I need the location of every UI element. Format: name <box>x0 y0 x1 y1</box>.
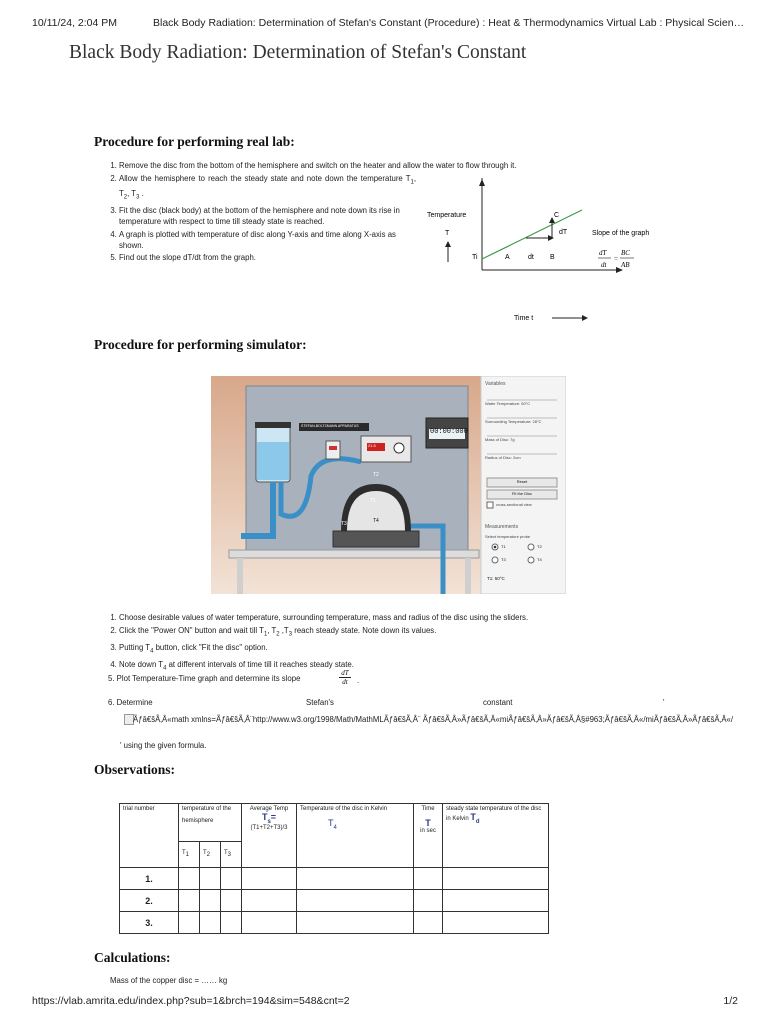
sim-step-2: 2. Click the "Power ON" button and wait till $T_1$, $T_2$ $,T_3$ reach steady state. Note down its values. <box>119 625 695 641</box>
print-datetime: 10/11/24, 2:04 PM <box>32 17 118 29</box>
col-trial-header: trial number <box>120 804 179 868</box>
panel-variables-title: Variables <box>485 381 506 387</box>
sim-step-5: 5. Plot Temperature-Time graph and determine its slope <box>108 674 301 683</box>
radio-t4[interactable]: T4 <box>537 557 542 562</box>
slope-frac1-num: dT <box>599 249 607 257</box>
col-t1-header: $T_1$ <box>179 842 200 868</box>
fit-disc-button[interactable]: Fit the Disc <box>511 491 532 496</box>
real-lab-heading: Procedure for performing real lab: <box>94 134 295 149</box>
formula-tail: ' using the given formula. <box>120 741 207 750</box>
slope-frac2-num: BC <box>621 249 630 257</box>
sim-step-1: 1. Choose desirable values of water temperature, surrounding temperature, mass and radius of the disc using the sliders. <box>119 612 695 623</box>
select-probe-label: Select temperature probe <box>485 534 531 539</box>
simulator-steps <box>95 612 695 676</box>
sim-step-6-stefans: Stefan's <box>306 698 334 707</box>
probe-t4-label: T4 <box>373 518 379 524</box>
table-row <box>120 912 549 934</box>
col-disc-header: Temperature of the disc in Kelvin $T_4$ <box>297 804 414 868</box>
real-step-1: 1. Remove the disc from the bottom of the hemisphere and switch on the heater and allow the water to flow through it. <box>119 160 595 171</box>
graph-dt-label: dt <box>528 254 534 261</box>
row-label: 1. <box>120 868 179 890</box>
simulator-heading: Procedure for performing simulator: <box>94 337 307 352</box>
simulator-screenshot <box>211 376 566 594</box>
col-time-header: Time T in sec <box>414 804 443 868</box>
real-step-5: 5. Find out the slope dT/dt from the graph. <box>119 252 595 263</box>
slope-frac1-den: dt <box>601 261 607 269</box>
graph-c-label: C <box>554 212 560 219</box>
page-title: Black Body Radiation: Determination of Stefan's Constant <box>69 42 527 63</box>
radio-t1[interactable]: T1 <box>501 544 506 549</box>
radius-slider-label[interactable]: Radius of Disc: 2cm <box>485 455 521 460</box>
col-t2-header: $T_2$ <box>200 842 221 868</box>
water-temp-slider-label[interactable]: Water Temperature: 50°C <box>485 401 531 406</box>
apparatus-label: STEFAN-BOLTZMANN APPARATUS <box>301 424 359 428</box>
col-steady-header: steady state temperature of the disc in Kelvin $T_d$ <box>443 804 549 868</box>
print-page-number: 1/2 <box>723 995 738 1007</box>
graph-ti-label: Ti <box>472 254 478 261</box>
reset-button[interactable]: Reset <box>516 479 528 484</box>
row-label: 3. <box>120 912 179 934</box>
print-page-title: Black Body Radiation: Determination of Stefan's Constant (Procedure) : Heat & Thermodynamics Virtual Lab : Physical Scien… <box>153 17 745 29</box>
mass-slider-label[interactable]: Mass of Disc: 7g <box>485 437 515 442</box>
real-step-2: 2. Allow the hemisphere to reach the steady state and note down the temperature $T_1$, $T_2$, $T_3$ . <box>119 173 416 204</box>
surrounding-temp-slider-label[interactable]: Surrounding Temperature: 28°C <box>485 419 542 424</box>
sim-step-3: 3. Putting $T_4$ button, click "Fit the disc" option. <box>119 642 695 658</box>
probe-t1-label: T1 <box>370 498 376 504</box>
probe-reading: T1: 50°C <box>487 576 505 581</box>
calculations-heading: Calculations: <box>94 950 171 965</box>
real-step-3: 3. Fit the disc (black body) at the bottom of the hemisphere and note down its rise in temperature with respect to time till steady state is reached. <box>119 205 416 227</box>
sim-step-6-label: 6. Determine <box>108 698 153 707</box>
timer-display: 00:00:000 <box>430 428 468 436</box>
cross-section-checkbox[interactable]: cross-sectional view <box>496 502 532 507</box>
radio-t2[interactable]: T2 <box>537 544 542 549</box>
graph-slope-label: Slope of the graph <box>592 230 650 237</box>
real-step-4: 4. A graph is plotted with temperature of disc along Y-axis and time along X-axis as shown. <box>119 229 416 251</box>
slope-equals: = <box>614 255 618 263</box>
observations-heading: Observations: <box>94 762 175 777</box>
slope-fraction: dT dt <box>339 669 351 686</box>
graph-x-label: Time t <box>514 315 534 322</box>
sim-step-4: 4. Note down $T_4$ at different intervals of time till it reaches steady state. <box>119 659 695 675</box>
broken-formula-alt-text: Ãƒâ€šÃ‚Â«math xmlns=Ãƒâ€šÃ‚Â¨http://www.w3.org/1998/Math/MathMLÃƒâ€šÃ‚Â¨ Ãƒâ€šÃ‚Â»Ãƒâ€šÃ‚Â«miÃƒâ€šÃ‚Â»Ãƒâ€šÃ‚Â§#963;Ãƒâ€šÃ‚Â«/miÃƒâ€šÃ‚Â»Ãƒâ€šÃ‚Â«/ <box>133 715 734 724</box>
col-avg-header: Average Temp $T_s=$ (T1+T2+T3)/3 <box>242 804 297 868</box>
graph-b-label: B <box>550 254 555 261</box>
graph-a-label: A <box>505 254 510 261</box>
col-hemisphere-header: temperature of the hemisphere <box>179 804 242 842</box>
sim-step-6-constant: constant <box>483 698 513 707</box>
mass-line: Mass of the copper disc = …… kg <box>110 976 228 985</box>
probe-t2-label: T2 <box>373 472 379 478</box>
graph-y-label: Temperature <box>427 212 467 219</box>
probe-t3-label: T3 <box>341 521 347 527</box>
row-label: 2. <box>120 890 179 912</box>
print-url[interactable]: https://vlab.amrita.edu/index.php?sub=1&brch=194&sim=548&cnt=2 <box>32 995 350 1007</box>
col-t3-header: $T_3$ <box>221 842 242 868</box>
graph-dT-label: dT <box>559 229 568 236</box>
graph-t-label: T <box>445 230 450 237</box>
slope-period: . <box>357 676 360 685</box>
sim-step-6-quote: ' <box>663 698 665 707</box>
print-footer <box>32 995 738 1007</box>
observations-table <box>119 803 549 934</box>
table-row <box>120 868 549 890</box>
temperature-time-graph <box>420 178 665 328</box>
meter-reading: 21.5 <box>368 443 376 448</box>
table-row <box>120 890 549 912</box>
slope-frac2-den: AB <box>621 261 630 269</box>
radio-t3[interactable]: T3 <box>501 557 506 562</box>
panel-measurements-title: Measurements <box>485 524 519 530</box>
